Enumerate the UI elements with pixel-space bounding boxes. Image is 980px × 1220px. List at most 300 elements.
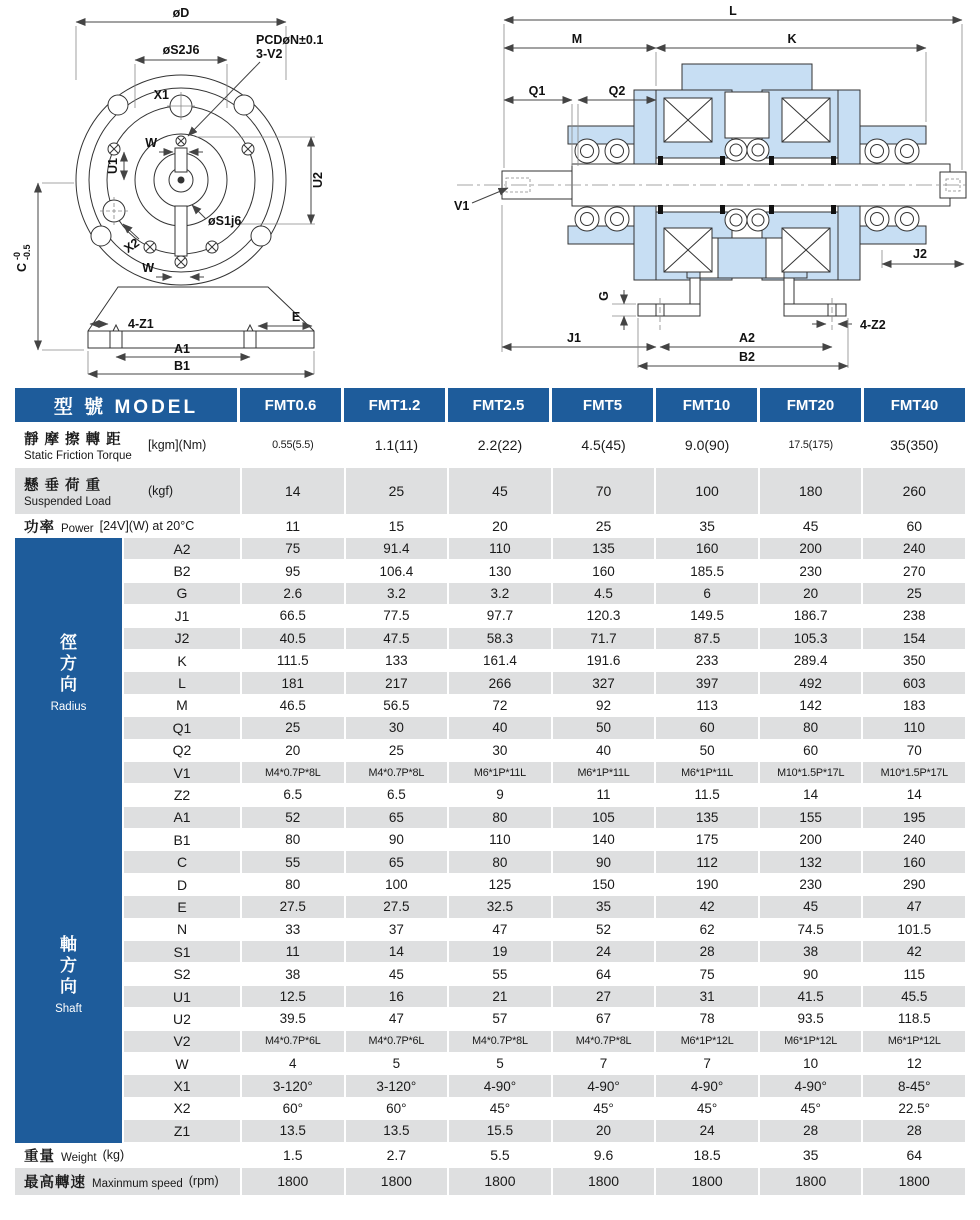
value-cell: 62 <box>654 919 758 940</box>
value-cell: 195 <box>861 807 965 828</box>
value-cell: 47 <box>344 1008 448 1029</box>
value-cell: 60 <box>861 514 965 538</box>
value-cell: 25 <box>344 740 448 761</box>
spec-row-power <box>15 514 965 538</box>
dim-row-E <box>122 896 965 918</box>
dim-label-c: C <box>15 262 29 272</box>
dim-label-e: E <box>291 310 301 324</box>
value-cell: 41.5 <box>758 986 862 1007</box>
value-cell: 20 <box>758 583 862 604</box>
row-label-zh: 靜 摩 擦 轉 距 <box>24 432 122 448</box>
value-cell: 9.0(90) <box>654 422 758 468</box>
value-cell: 45° <box>551 1098 655 1119</box>
dim-key: W <box>122 1053 240 1074</box>
dim-key: U2 <box>122 1008 240 1029</box>
dim-key: Z1 <box>122 1120 240 1141</box>
value-cell: 55 <box>240 851 344 872</box>
spec-row-static-friction-torque <box>15 422 965 468</box>
value-cell: 39.5 <box>240 1008 344 1029</box>
value-cell: M4*0.7P*8L <box>344 762 448 783</box>
value-cell: 31 <box>654 986 758 1007</box>
row-label-en: Suspended Load <box>24 496 111 508</box>
value-cell: 111.5 <box>240 650 344 671</box>
value-cell: 32.5 <box>447 896 551 917</box>
group-label-zh: 方 <box>60 653 77 673</box>
dim-key: S1 <box>122 941 240 962</box>
dim-row-D <box>122 874 965 896</box>
value-cell: 45.5 <box>861 986 965 1007</box>
value-cell: 160 <box>551 560 655 581</box>
dim-label-q2: Q2 <box>608 84 626 98</box>
value-cell: 67 <box>551 1008 655 1029</box>
value-cell: 2.2(22) <box>447 422 551 468</box>
value-cell: 45 <box>447 468 551 514</box>
value-cell: 20 <box>447 514 551 538</box>
value-cell: 24 <box>551 941 655 962</box>
dim-key: V2 <box>122 1031 240 1052</box>
value-cell: M4*0.7P*8L <box>240 762 344 783</box>
value-cell: 2.6 <box>240 583 344 604</box>
value-cell: 60 <box>758 740 862 761</box>
value-cell: 1800 <box>551 1168 655 1195</box>
group-label-zh: 徑 <box>60 632 77 652</box>
value-cell: 1800 <box>240 1168 344 1195</box>
dim-label-l: L <box>729 4 737 18</box>
dim-row-X1 <box>122 1075 965 1097</box>
dim-row-A1 <box>122 807 965 829</box>
value-cell: 78 <box>654 1008 758 1029</box>
value-cell: 155 <box>758 807 862 828</box>
value-cell: 190 <box>654 874 758 895</box>
value-cell: 233 <box>654 650 758 671</box>
value-cell: 350 <box>861 650 965 671</box>
flange-front-view <box>76 75 314 348</box>
value-cell: 3-120° <box>344 1075 448 1096</box>
value-cell: 80 <box>240 874 344 895</box>
value-cell: 14 <box>240 468 344 514</box>
dim-label-v1: V1 <box>454 199 470 213</box>
value-cell: 50 <box>551 717 655 738</box>
value-cell: 91.4 <box>344 538 448 559</box>
dim-label-c-upper: -0 <box>12 251 22 260</box>
value-cell: 33 <box>240 919 344 940</box>
value-cell: 7 <box>551 1053 655 1074</box>
value-cell: 14 <box>861 784 965 805</box>
value-cell: M6*1P*12L <box>654 1031 758 1052</box>
model-column-header: FMT0.6 <box>240 388 341 422</box>
value-cell: 9.6 <box>551 1143 655 1168</box>
dim-row-Q1 <box>122 717 965 739</box>
value-cell: 260 <box>861 468 965 514</box>
dim-row-S2 <box>122 963 965 985</box>
dimension-group-radius <box>15 538 965 807</box>
value-cell: 149.5 <box>654 605 758 626</box>
dim-label-k: K <box>787 32 797 46</box>
value-cell: 3.2 <box>447 583 551 604</box>
dim-label-j1: J1 <box>567 331 581 345</box>
value-cell: 4-90° <box>758 1075 862 1096</box>
row-label-en: Weight <box>61 1151 97 1164</box>
dim-row-U2 <box>122 1008 965 1030</box>
value-cell: 289.4 <box>758 650 862 671</box>
value-cell: 5 <box>344 1053 448 1074</box>
value-cell: 1800 <box>861 1168 965 1195</box>
dim-key: Q1 <box>122 717 240 738</box>
value-cell: 100 <box>654 468 758 514</box>
dim-label-s2: øS2J6 <box>162 43 200 57</box>
value-cell: M6*1P*12L <box>758 1031 862 1052</box>
value-cell: 240 <box>861 829 965 850</box>
value-cell: 60 <box>654 717 758 738</box>
value-cell: 75 <box>240 538 344 559</box>
value-cell: 1800 <box>344 1168 448 1195</box>
value-cell: 35 <box>758 1143 862 1168</box>
value-cell: 118.5 <box>861 1008 965 1029</box>
dim-label-w-upper: W <box>145 136 157 150</box>
value-cell: 6.5 <box>240 784 344 805</box>
group-sidebar <box>15 538 122 807</box>
value-cell: 71.7 <box>551 628 655 649</box>
value-cell: M4*0.7P*6L <box>344 1031 448 1052</box>
row-unit: (kgf) <box>148 484 173 498</box>
value-cell: 105 <box>551 807 655 828</box>
value-cell: 110 <box>861 717 965 738</box>
row-label-zh: 功率 <box>24 519 55 536</box>
value-cell: 270 <box>861 560 965 581</box>
value-cell: 20 <box>551 1120 655 1141</box>
value-cell: 2.7 <box>344 1143 448 1168</box>
value-cell: 57 <box>447 1008 551 1029</box>
dim-label-3v2: 3-V2 <box>256 47 283 61</box>
value-cell: 60° <box>344 1098 448 1119</box>
value-cell: 142 <box>758 695 862 716</box>
row-label <box>15 1143 240 1168</box>
dim-row-K <box>122 650 965 672</box>
value-cell: 6 <box>654 583 758 604</box>
value-cell: 150 <box>551 874 655 895</box>
value-cell: 4.5(45) <box>551 422 655 468</box>
value-cell: 266 <box>447 672 551 693</box>
value-cell: 1800 <box>758 1168 862 1195</box>
value-cell: 120.3 <box>551 605 655 626</box>
spec-row-suspended-load <box>15 468 965 514</box>
dim-label-b2: B2 <box>739 350 755 364</box>
value-cell: 35 <box>551 896 655 917</box>
value-cell: 238 <box>861 605 965 626</box>
dim-label-a1: A1 <box>174 342 190 356</box>
value-cell: 6.5 <box>344 784 448 805</box>
value-cell: 19 <box>447 941 551 962</box>
group-label-zh: 軸 <box>60 935 77 955</box>
value-cell: 9 <box>447 784 551 805</box>
model-column-header: FMT20 <box>760 388 861 422</box>
value-cell: 45° <box>654 1098 758 1119</box>
value-cell: 52 <box>240 807 344 828</box>
value-cell: 1800 <box>654 1168 758 1195</box>
value-cell: 95 <box>240 560 344 581</box>
value-cell: 90 <box>344 829 448 850</box>
dim-label-s1: øS1j6 <box>208 214 242 228</box>
dim-row-X2 <box>122 1098 965 1120</box>
section-view-drawing <box>442 0 977 388</box>
section-assembly <box>457 64 970 330</box>
group-label-zh: 向 <box>60 674 77 694</box>
value-cell: 130 <box>447 560 551 581</box>
value-cell: 140 <box>551 829 655 850</box>
dim-key: Z2 <box>122 784 240 805</box>
dim-label-u1: U1 <box>106 158 120 174</box>
value-cell: 135 <box>551 538 655 559</box>
dim-key: S2 <box>122 963 240 984</box>
value-cell: 70 <box>861 740 965 761</box>
value-cell: 80 <box>240 829 344 850</box>
value-cell: 80 <box>447 851 551 872</box>
value-cell: 87.5 <box>654 628 758 649</box>
row-label-en: Static Friction Torque <box>24 450 132 462</box>
model-column-header: FMT2.5 <box>448 388 549 422</box>
technical-drawings <box>0 0 980 388</box>
value-cell: 40 <box>447 717 551 738</box>
value-cell: 4.5 <box>551 583 655 604</box>
value-cell: 64 <box>861 1143 965 1168</box>
value-cell: 160 <box>654 538 758 559</box>
group-rows <box>122 538 965 807</box>
value-cell: 18.5 <box>654 1143 758 1168</box>
value-cell: 181 <box>240 672 344 693</box>
dim-label-j2: J2 <box>913 247 927 261</box>
value-cell: 15.5 <box>447 1120 551 1141</box>
value-cell: 27.5 <box>344 896 448 917</box>
dim-key: B2 <box>122 560 240 581</box>
value-cell: 55 <box>447 963 551 984</box>
value-cell: 113 <box>654 695 758 716</box>
dim-row-J2 <box>122 628 965 650</box>
value-cell: 92 <box>551 695 655 716</box>
value-cell: 10 <box>758 1053 862 1074</box>
front-view-drawing <box>6 0 341 388</box>
value-cell: 93.5 <box>758 1008 862 1029</box>
value-cell: 27 <box>551 986 655 1007</box>
value-cell: 56.5 <box>344 695 448 716</box>
value-cell: 115 <box>861 963 965 984</box>
model-column-header: FMT1.2 <box>344 388 445 422</box>
group-rows <box>122 807 965 1143</box>
group-label-zh: 方 <box>60 956 77 976</box>
dim-row-Z1 <box>122 1120 965 1142</box>
row-label-zh: 重量 <box>24 1148 55 1165</box>
value-cell: 16 <box>344 986 448 1007</box>
row-label-text <box>24 474 142 508</box>
dim-row-G <box>122 583 965 605</box>
value-cell: 77.5 <box>344 605 448 626</box>
value-cell: M4*0.7P*8L <box>447 1031 551 1052</box>
row-label-en: Power <box>61 522 94 535</box>
value-cell: M6*1P*11L <box>447 762 551 783</box>
dim-label-u2: U2 <box>311 172 325 188</box>
value-cell: 65 <box>344 807 448 828</box>
value-cell: 40 <box>551 740 655 761</box>
row-label-text <box>24 516 94 537</box>
dim-key: C <box>122 851 240 872</box>
dim-label-x2: X2 <box>121 235 142 256</box>
dim-key: L <box>122 672 240 693</box>
value-cell: 25 <box>240 717 344 738</box>
value-cell: 11 <box>240 941 344 962</box>
value-cell: 4-90° <box>447 1075 551 1096</box>
value-cell: 74.5 <box>758 919 862 940</box>
dim-row-S1 <box>122 941 965 963</box>
value-cell: 17.5(175) <box>758 422 862 468</box>
value-cell: 135 <box>654 807 758 828</box>
dim-label-pcd: PCDøN±0.1 <box>256 33 324 47</box>
value-cell: 14 <box>344 941 448 962</box>
value-cell: 42 <box>654 896 758 917</box>
dim-row-N <box>122 919 965 941</box>
value-cell: 15 <box>344 514 448 538</box>
footer-row-max-speed <box>15 1168 965 1195</box>
dim-row-C <box>122 851 965 873</box>
value-cell: 30 <box>344 717 448 738</box>
value-cell: 38 <box>758 941 862 962</box>
value-cell: M10*1.5P*17L <box>861 762 965 783</box>
value-cell: 125 <box>447 874 551 895</box>
value-cell: 75 <box>654 963 758 984</box>
dim-row-J1 <box>122 605 965 627</box>
table-header-row <box>15 388 965 422</box>
dim-key: X1 <box>122 1075 240 1096</box>
dim-label-b1: B1 <box>174 359 190 373</box>
value-cell: 160 <box>861 851 965 872</box>
value-cell: 47.5 <box>344 628 448 649</box>
dim-label-g: G <box>597 291 611 301</box>
value-cell: 52 <box>551 919 655 940</box>
row-label <box>15 422 240 468</box>
row-label-zh: 懸 垂 荷 重 <box>24 478 102 494</box>
value-cell: 46.5 <box>240 695 344 716</box>
value-cell: 64 <box>551 963 655 984</box>
value-cell: M4*0.7P*6L <box>240 1031 344 1052</box>
value-cell: M4*0.7P*8L <box>551 1031 655 1052</box>
value-cell: 80 <box>447 807 551 828</box>
dim-key: N <box>122 919 240 940</box>
value-cell: 603 <box>861 672 965 693</box>
group-label-zh: 向 <box>60 977 77 997</box>
model-header-cell: 型 號 MODEL <box>15 388 237 422</box>
row-unit: (kg) <box>102 1148 125 1163</box>
value-cell: 290 <box>861 874 965 895</box>
value-cell: 11.5 <box>654 784 758 805</box>
dim-label-z2: 4-Z2 <box>860 318 886 332</box>
value-cell: 25 <box>344 468 448 514</box>
dim-key: B1 <box>122 829 240 850</box>
value-cell: 40.5 <box>240 628 344 649</box>
value-cell: 22.5° <box>861 1098 965 1119</box>
dim-label-q1: Q1 <box>528 84 546 98</box>
value-cell: 47 <box>861 896 965 917</box>
value-cell: 90 <box>551 851 655 872</box>
value-cell: 47 <box>447 919 551 940</box>
value-cell: 100 <box>344 874 448 895</box>
value-cell: 12.5 <box>240 986 344 1007</box>
row-unit: [kgm](Nm) <box>148 438 207 452</box>
row-label-en: Maxinmum speed <box>92 1177 183 1190</box>
dim-row-B1 <box>122 829 965 851</box>
value-cell: 35 <box>654 514 758 538</box>
row-label-text <box>24 428 142 462</box>
value-cell: 30 <box>447 740 551 761</box>
value-cell: 4 <box>240 1053 344 1074</box>
value-cell: 186.7 <box>758 605 862 626</box>
value-cell: 1.1(11) <box>344 422 448 468</box>
value-cell: 133 <box>344 650 448 671</box>
dim-row-L <box>122 672 965 694</box>
value-cell: M6*1P*11L <box>551 762 655 783</box>
dim-key: Q2 <box>122 740 240 761</box>
value-cell: 217 <box>344 672 448 693</box>
value-cell: 21 <box>447 986 551 1007</box>
value-cell: 37 <box>344 919 448 940</box>
value-cell: 0.55(5.5) <box>240 422 344 468</box>
dim-key: V1 <box>122 762 240 783</box>
value-cell: 60° <box>240 1098 344 1119</box>
value-cell: 27.5 <box>240 896 344 917</box>
value-cell: 5.5 <box>447 1143 551 1168</box>
value-cell: 35(350) <box>861 422 965 468</box>
dim-key: E <box>122 896 240 917</box>
row-label <box>15 1168 240 1195</box>
value-cell: 4-90° <box>654 1075 758 1096</box>
model-column-header: FMT10 <box>656 388 757 422</box>
value-cell: 161.4 <box>447 650 551 671</box>
dim-label-m: M <box>571 32 583 46</box>
spec-table <box>15 388 965 1195</box>
value-cell: 3-120° <box>240 1075 344 1096</box>
dim-row-V1 <box>122 762 965 784</box>
value-cell: 327 <box>551 672 655 693</box>
dim-key: A1 <box>122 807 240 828</box>
value-cell: M6*1P*11L <box>654 762 758 783</box>
dim-row-B2 <box>122 560 965 582</box>
value-cell: M10*1.5P*17L <box>758 762 862 783</box>
value-cell: 50 <box>654 740 758 761</box>
model-column-header: FMT40 <box>864 388 965 422</box>
value-cell: 191.6 <box>551 650 655 671</box>
value-cell: 240 <box>861 538 965 559</box>
model-column-header: FMT5 <box>552 388 653 422</box>
value-cell: 45 <box>344 963 448 984</box>
value-cell: 11 <box>240 514 344 538</box>
value-cell: 200 <box>758 829 862 850</box>
dim-row-U1 <box>122 986 965 1008</box>
value-cell: 101.5 <box>861 919 965 940</box>
dim-label-w-lower: W <box>142 261 154 275</box>
value-cell: 24 <box>654 1120 758 1141</box>
value-cell: 5 <box>447 1053 551 1074</box>
dim-row-W <box>122 1053 965 1075</box>
value-cell: 4-90° <box>551 1075 655 1096</box>
value-cell: 1800 <box>447 1168 551 1195</box>
dim-key: M <box>122 695 240 716</box>
dim-key: J1 <box>122 605 240 626</box>
value-cell: 45 <box>758 896 862 917</box>
value-cell: 175 <box>654 829 758 850</box>
value-cell: 492 <box>758 672 862 693</box>
dimension-group-shaft <box>15 807 965 1143</box>
value-cell: 200 <box>758 538 862 559</box>
group-sidebar <box>15 807 122 1143</box>
row-label-text <box>24 1145 97 1166</box>
value-cell: 7 <box>654 1053 758 1074</box>
